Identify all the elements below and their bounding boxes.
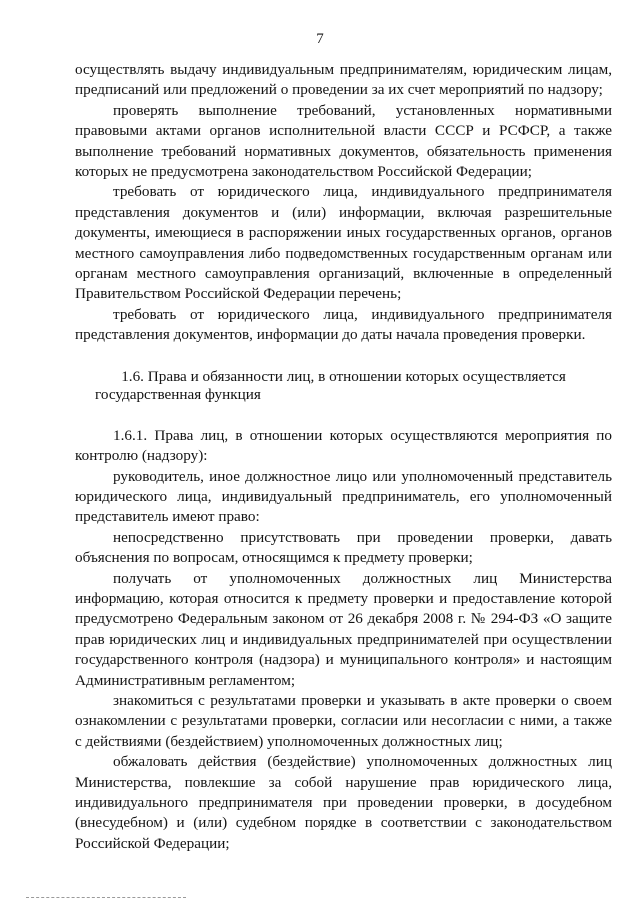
paragraph: проверять выполнение требований, установленных нормативными правовыми актами органов исполнительной власти СССР и РСФСР, а также выполнение требований нормативных документов, обязательность применения которых не предусмотрена законодательством Российской Федерации; <box>75 101 612 181</box>
paragraph: знакомиться с результатами проверки и указывать в акте проверки о своем ознакомлении с результатами проверки, согласии или несогласии с ними, а также с действиями (бездействием) уполномоченных должностных лиц; <box>75 691 612 750</box>
paragraph: руководитель, иное должностное лицо или уполномоченный представитель юридического лица, индивидуальный предприниматель, его уполномоченный представитель имеют право: <box>75 467 612 526</box>
paragraph: требовать от юридического лица, индивидуального предпринимателя представления документов и (или) информации, включая разрешительные документы, имеющиеся в распоряжении иных государственных органов, органов местного самоуправления либо подведомственных государственным органам или органам местного самоуправления организаций, включенные в определенный Правительством Российской Федерации перечень; <box>75 183 612 303</box>
paragraph: требовать от юридического лица, индивидуального предпринимателя представления документов, информации до даты начала проведения проверки. <box>75 305 612 344</box>
paragraph: 1.6.1. Права лиц, в отношении которых осуществляются мероприятия по контролю (надзору): <box>75 426 612 465</box>
paragraph: непосредственно присутствовать при проведении проверки, давать объяснения по вопросам, относящимся к предмету проверки; <box>75 528 612 567</box>
document-body <box>75 60 612 854</box>
section-heading: 1.6. Права и обязанности лиц, в отношении которых осуществляется государственная функция <box>95 367 566 403</box>
page-number: 7 <box>316 31 324 47</box>
paragraph: осуществлять выдачу индивидуальным предпринимателям, юридическим лицам, предписаний или предложений о проведении за их счет мероприятий по надзору; <box>75 61 612 99</box>
paragraph: получать от уполномоченных должностных лиц Министерства информацию, которая относится к предмету проверки и предоставление которой предусмотрено Федеральным законом от 26 декабря 2008 г. № 294-ФЗ «О защите прав юридических лиц и индивидуальных предпринимателей при осуществлении государственного контроля (надзора) и муниципального контроля» и настоящим Административным регламентом; <box>75 569 612 689</box>
paragraph: обжаловать действия (бездействие) уполномоченных должностных лиц Министерства, повлекшие за собой нарушение прав юридического лица, индивидуального предпринимателя при проведении проверки, в досудебном (внесудебном) и (или) судебном порядке в соответствии с законодательством Российской Федерации; <box>75 753 612 852</box>
scan-edge-mark <box>26 897 186 898</box>
